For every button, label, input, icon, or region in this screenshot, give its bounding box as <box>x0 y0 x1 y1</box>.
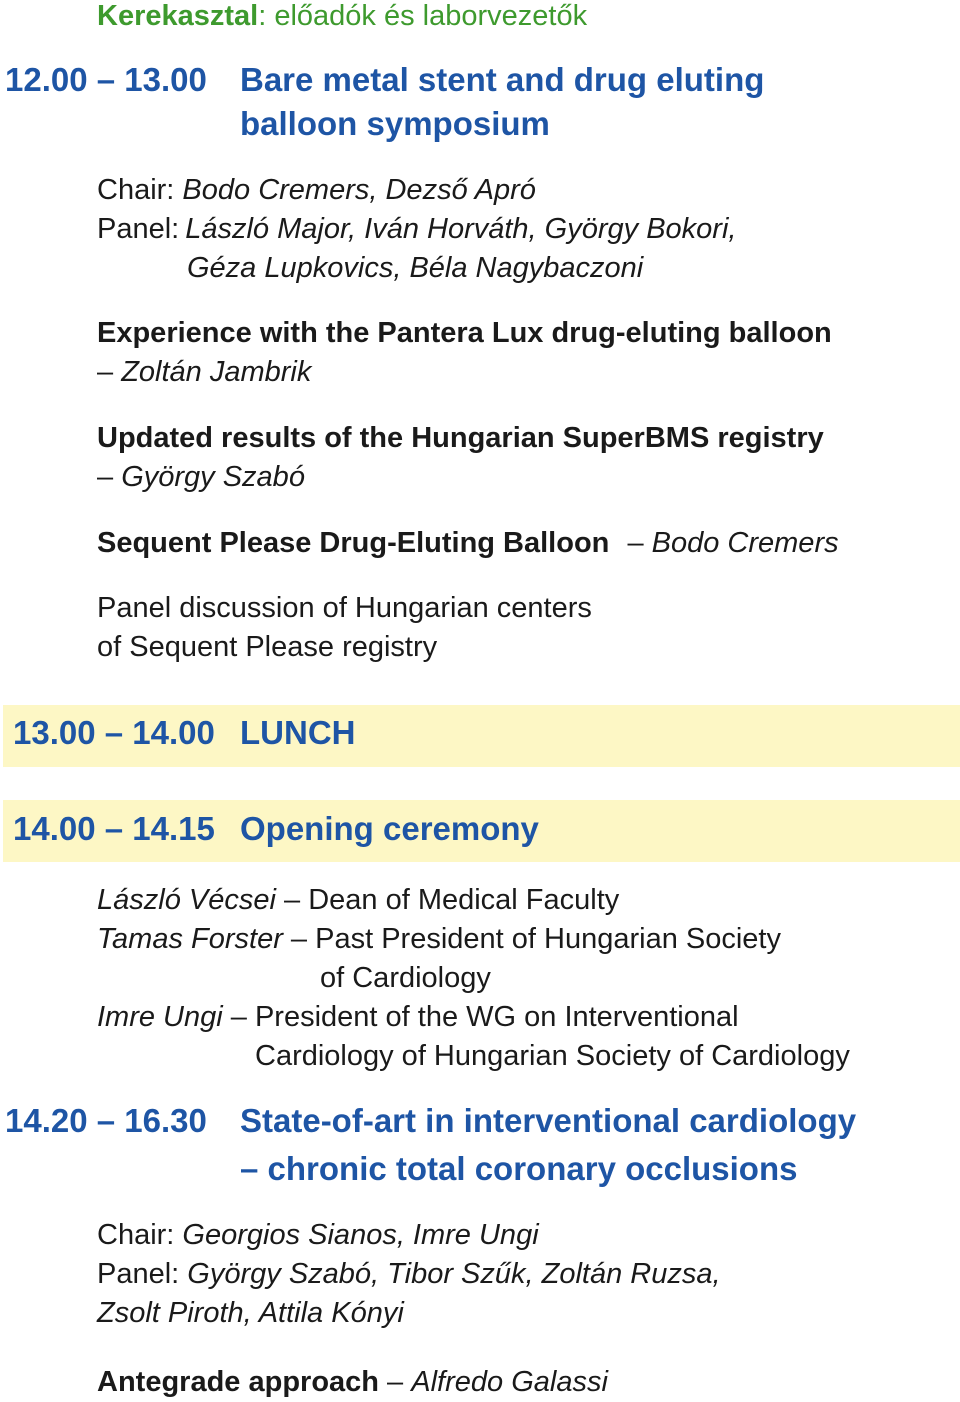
session1-panel-line2: Géza Lupkovics, Béla Nagybaczoni <box>187 252 644 284</box>
talk-title: Updated results of the Hungarian SuperBMS registry <box>97 422 824 454</box>
opening-person <box>97 998 739 1037</box>
session3-panel-line2: Zsolt Piroth, Attila Kónyi <box>97 1297 404 1329</box>
person-name: Tamas Forster <box>97 923 283 955</box>
session3-title-line1: State-of-art in interventional cardiology <box>240 1102 857 1139</box>
talk-speaker-line <box>97 458 305 497</box>
panel-label: Panel: <box>97 1258 180 1290</box>
panel-names-line1: László Major, Iván Horváth, György Bokori, <box>185 213 737 245</box>
discussion-line1: Panel discussion of Hungarian centers <box>97 592 592 624</box>
person-name: Imre Ungi <box>97 1001 223 1033</box>
opening-person <box>97 920 781 959</box>
person-role: President of the WG on Interventional <box>254 1001 739 1033</box>
chair-label: Chair: <box>97 1219 175 1251</box>
opening-person <box>97 881 619 920</box>
session1-time: 12.00 – 13.00 <box>5 61 207 98</box>
session3-panel <box>97 1255 721 1294</box>
lunch-title: LUNCH <box>240 714 356 751</box>
talk-speaker: Bodo Cremers <box>651 527 839 559</box>
dash: – <box>282 923 316 955</box>
talk-title: Experience with the Pantera Lux drug-eluting balloon <box>97 317 832 349</box>
session1-title-line1: Bare metal stent and drug eluting <box>240 61 765 98</box>
panel-names-line1: György Szabó, Tibor Szűk, Zoltán Ruzsa, <box>187 1258 721 1290</box>
dash: – <box>275 884 309 916</box>
person-role: Dean of Medical Faculty <box>308 884 620 916</box>
panel-label: Panel: <box>97 213 180 245</box>
session3-title-line2: – chronic total coronary occlusions <box>240 1150 798 1187</box>
chair-names: Bodo Cremers, Dezső Apró <box>182 174 536 206</box>
discussion-line2: of Sequent Please registry <box>97 631 438 663</box>
person-role-line2: of Cardiology <box>320 962 491 994</box>
talk-speaker: György Szabó <box>121 461 305 493</box>
page-header <box>97 0 587 36</box>
person-role: Past President of Hungarian Society <box>315 923 781 955</box>
dash: – <box>97 461 122 493</box>
dash: – <box>222 1001 255 1033</box>
talk-title: Antegrade approach <box>97 1366 379 1398</box>
session3-time: 14.20 – 16.30 <box>5 1102 207 1139</box>
person-name: László Vécsei <box>97 884 276 916</box>
talk-speaker: Alfredo Galassi <box>411 1366 608 1398</box>
dash: – <box>97 356 122 388</box>
opening-time: 14.00 – 14.15 <box>13 810 215 847</box>
talk-line <box>97 524 839 563</box>
dash: – <box>627 527 652 559</box>
session1-chair <box>97 171 536 210</box>
lunch-time: 13.00 – 14.00 <box>13 714 215 751</box>
person-role-line2: Cardiology of Hungarian Society of Cardiology <box>255 1040 850 1072</box>
chair-label: Chair: <box>97 174 175 206</box>
header-bold: Kerekasztal <box>97 0 259 32</box>
chair-names: Georgios Sianos, Imre Ungi <box>182 1219 539 1251</box>
session1-title-line2: balloon symposium <box>240 105 550 142</box>
opening-title: Opening ceremony <box>240 810 539 847</box>
talk-speaker-line <box>97 353 311 392</box>
talk-title: Sequent Please Drug-Eluting Balloon <box>97 527 610 559</box>
talk-speaker: Zoltán Jambrik <box>121 356 312 388</box>
session3-chair <box>97 1216 539 1255</box>
header-rest: : előadók és laborvezetők <box>258 0 588 32</box>
dash: – <box>379 1366 412 1398</box>
session3-talk <box>97 1363 608 1402</box>
session1-panel <box>97 210 736 249</box>
